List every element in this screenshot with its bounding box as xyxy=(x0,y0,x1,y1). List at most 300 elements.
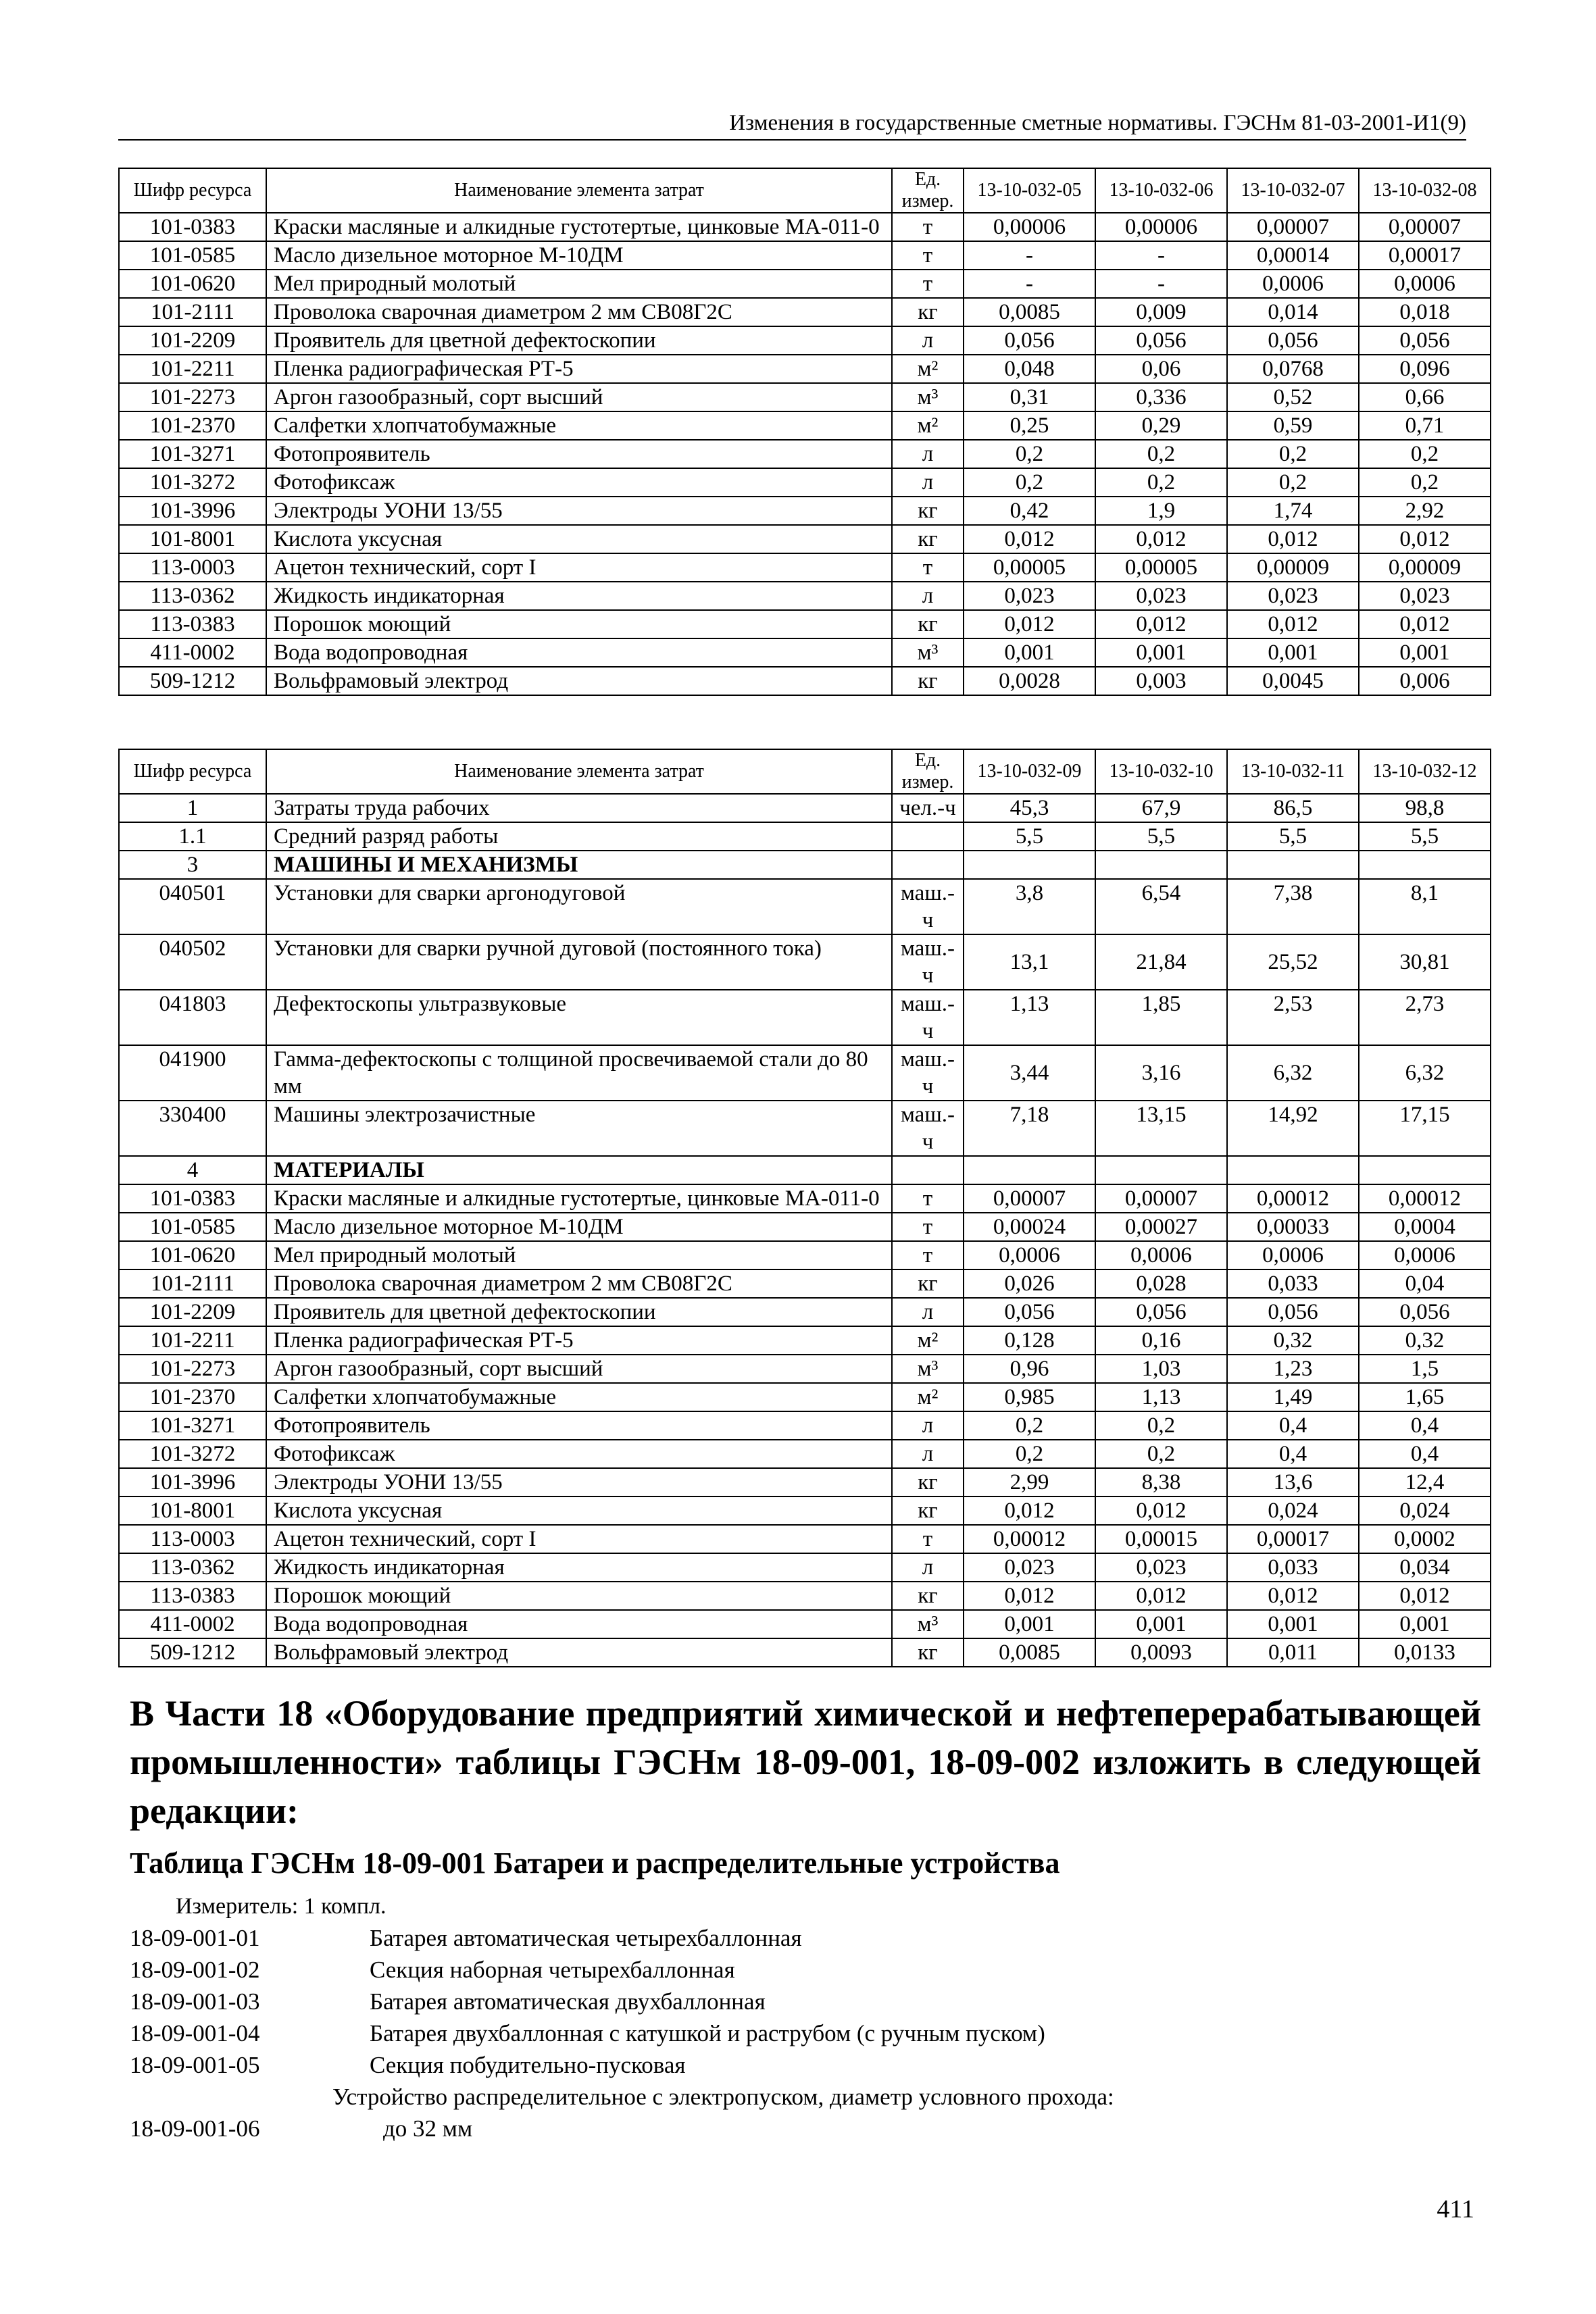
table-cell: кг xyxy=(892,525,964,553)
table-cell: 0,024 xyxy=(1227,1496,1359,1525)
table-cell: 0,2 xyxy=(1095,468,1227,497)
table-row xyxy=(119,411,1491,440)
spec-list-item xyxy=(130,1986,1481,2017)
table-cell: МАТЕРИАЛЫ xyxy=(266,1156,892,1184)
table-cell: 0,2 xyxy=(964,1440,1095,1468)
table-cell: 0,0006 xyxy=(1359,270,1491,298)
table-cell: Масло дизельное моторное М-10ДМ xyxy=(266,241,892,270)
table-cell: 98,8 xyxy=(1359,794,1491,822)
table-cell: т xyxy=(892,1241,964,1269)
table-row xyxy=(119,1184,1491,1213)
table-cell: 0,2 xyxy=(1227,468,1359,497)
table-cell: 0,056 xyxy=(1359,1298,1491,1326)
table-cell: Затраты труда рабочих xyxy=(266,794,892,822)
table-cell: 101-0383 xyxy=(119,1184,266,1213)
table-cell: 1,49 xyxy=(1227,1383,1359,1411)
table-cell: - xyxy=(964,270,1095,298)
spec-subheading: Устройство распределительное с электропуском, диаметр условного прохода: xyxy=(332,2084,1114,2110)
table-cell: 0,2 xyxy=(1227,440,1359,468)
table-cell: Фотопроявитель xyxy=(266,440,892,468)
spec-list-item xyxy=(130,1954,1481,1986)
table-cell: 0,2 xyxy=(1359,468,1491,497)
table-cell: 0,012 xyxy=(1359,610,1491,638)
table-cell: 0,00007 xyxy=(1227,213,1359,241)
table-cell: 0,0093 xyxy=(1095,1638,1227,1667)
table-cell: 0,71 xyxy=(1359,411,1491,440)
table-cell: 041803 xyxy=(119,990,266,1045)
table-cell: 0,52 xyxy=(1227,383,1359,411)
table-cell: Машины электрозачистные xyxy=(266,1101,892,1156)
table-cell: 101-2111 xyxy=(119,298,266,326)
table-cell: т xyxy=(892,270,964,298)
table-cell: 0,012 xyxy=(1095,525,1227,553)
table-cell: 3,8 xyxy=(964,879,1095,934)
column-header: Наименование элемента затрат xyxy=(266,749,892,794)
table-cell: 1,5 xyxy=(1359,1355,1491,1383)
table-cell: т xyxy=(892,553,964,582)
table-cell: 0,028 xyxy=(1095,1269,1227,1298)
table-cell: Установки для сварки аргонодуговой xyxy=(266,879,892,934)
table-cell: Аргон газообразный, сорт высший xyxy=(266,383,892,411)
table-cell: 13,1 xyxy=(964,934,1095,990)
table-cell: Кислота уксусная xyxy=(266,525,892,553)
table-cell: 0,00007 xyxy=(1095,1184,1227,1213)
table-cell: м² xyxy=(892,355,964,383)
spec-list xyxy=(130,1922,1481,2144)
table-cell: 6,32 xyxy=(1227,1045,1359,1101)
table-cell: Вода водопроводная xyxy=(266,638,892,667)
table-cell: 101-3271 xyxy=(119,440,266,468)
table-cell: 0,001 xyxy=(1227,1610,1359,1638)
table-cell: Установки для сварки ручной дуговой (постоянного тока) xyxy=(266,934,892,990)
table-cell: 30,81 xyxy=(1359,934,1491,990)
table-cell: 0,2 xyxy=(964,440,1095,468)
table-cell: 0,0006 xyxy=(1227,270,1359,298)
table-cell: т xyxy=(892,1525,964,1553)
table-row xyxy=(119,934,1491,990)
table-cell: 17,15 xyxy=(1359,1101,1491,1156)
table-cell: маш.-ч xyxy=(892,879,964,934)
table-cell: 0,0045 xyxy=(1227,667,1359,695)
table-row xyxy=(119,1553,1491,1582)
table-title: Таблица ГЭСНм 18-09-001 Батареи и распределительные устройства xyxy=(130,1846,1060,1880)
table-cell: 14,92 xyxy=(1227,1101,1359,1156)
table-cell: Пленка радиографическая РТ-5 xyxy=(266,355,892,383)
table-cell: Краски масляные и алкидные густотертые, цинковые МА-011-0 xyxy=(266,1184,892,1213)
table-cell: 6,54 xyxy=(1095,879,1227,934)
table-row xyxy=(119,1496,1491,1525)
table-cell: кг xyxy=(892,497,964,525)
table-row xyxy=(119,553,1491,582)
table-row xyxy=(119,990,1491,1045)
table-cell: 113-0003 xyxy=(119,1525,266,1553)
table-cell: 101-3996 xyxy=(119,1468,266,1496)
table-cell: 0,048 xyxy=(964,355,1095,383)
table-cell: 1,85 xyxy=(1095,990,1227,1045)
table-cell: 041900 xyxy=(119,1045,266,1101)
table-cell: Масло дизельное моторное М-10ДМ xyxy=(266,1213,892,1241)
table-cell: 0,2 xyxy=(1359,440,1491,468)
column-header: 13-10-032-12 xyxy=(1359,749,1491,794)
table-row xyxy=(119,851,1491,879)
table-cell: 0,16 xyxy=(1095,1326,1227,1355)
table-cell: 101-2209 xyxy=(119,1298,266,1326)
table-cell: л xyxy=(892,468,964,497)
table-row xyxy=(119,1298,1491,1326)
table-cell: 101-2211 xyxy=(119,1326,266,1355)
table-cell: м² xyxy=(892,1326,964,1355)
table-cell: 8,38 xyxy=(1095,1468,1227,1496)
table-cell: м³ xyxy=(892,1610,964,1638)
table-cell: 0,001 xyxy=(1359,638,1491,667)
table-cell: Электроды УОНИ 13/55 xyxy=(266,1468,892,1496)
table-cell: л xyxy=(892,1440,964,1468)
table-cell: 0,00009 xyxy=(1359,553,1491,582)
table-cell: 0,00007 xyxy=(964,1184,1095,1213)
table-cell: чел.-ч xyxy=(892,794,964,822)
table-row xyxy=(119,1440,1491,1468)
table-cell: Средний разряд работы xyxy=(266,822,892,851)
table-cell: Фотопроявитель xyxy=(266,1411,892,1440)
table-cell: 0,00033 xyxy=(1227,1213,1359,1241)
meter-unit: Измеритель: 1 компл. xyxy=(176,1894,386,1919)
table-cell: 0,012 xyxy=(1095,1496,1227,1525)
table-cell: 0,42 xyxy=(964,497,1095,525)
amendment-paragraph: В Части 18 «Оборудование предприятий химической и нефтеперерабатывающей промышленности» таблицы ГЭСНм 18-09-001, 18-09-002 изложить в следующей редакции: xyxy=(130,1693,1481,1831)
table-cell: 8,1 xyxy=(1359,879,1491,934)
table-row xyxy=(119,1326,1491,1355)
table-cell: Вода водопроводная xyxy=(266,1610,892,1638)
page-header: Изменения в государственные сметные нормативы. ГЭСНм 81-03-2001-И1(9) xyxy=(118,108,1466,141)
table-cell: кг xyxy=(892,1269,964,1298)
table-cell xyxy=(1227,1156,1359,1184)
table-cell: 0,29 xyxy=(1095,411,1227,440)
table-cell: 0,001 xyxy=(964,1610,1095,1638)
table-cell: 0,001 xyxy=(1359,1610,1491,1638)
table-row xyxy=(119,794,1491,822)
table-row xyxy=(119,298,1491,326)
table-body xyxy=(119,794,1491,1667)
table-cell: 0,003 xyxy=(1095,667,1227,695)
table-cell: 4 xyxy=(119,1156,266,1184)
table-cell: м³ xyxy=(892,383,964,411)
table-cell: кг xyxy=(892,1638,964,1667)
table-cell: 86,5 xyxy=(1227,794,1359,822)
table-cell: Ацетон технический, сорт I xyxy=(266,1525,892,1553)
table-cell: 13,6 xyxy=(1227,1468,1359,1496)
table-cell: 113-0362 xyxy=(119,582,266,610)
table-cell: 12,4 xyxy=(1359,1468,1491,1496)
table-cell: 0,096 xyxy=(1359,355,1491,383)
table-cell: 0,0133 xyxy=(1359,1638,1491,1667)
table-cell: 101-3272 xyxy=(119,1440,266,1468)
table-row xyxy=(119,1525,1491,1553)
table-cell xyxy=(1359,1156,1491,1184)
table-cell: Проявитель для цветной дефектоскопии xyxy=(266,1298,892,1326)
table-cell: 0,012 xyxy=(1227,525,1359,553)
table-row xyxy=(119,1582,1491,1610)
table-cell: 0,033 xyxy=(1227,1269,1359,1298)
table-cell: 3,44 xyxy=(964,1045,1095,1101)
table-cell: 0,00012 xyxy=(964,1525,1095,1553)
table-cell: 113-0362 xyxy=(119,1553,266,1582)
table-cell: 5,5 xyxy=(1227,822,1359,851)
table-row xyxy=(119,667,1491,695)
table-cell: 0,012 xyxy=(1095,610,1227,638)
table-cell: 0,00012 xyxy=(1359,1184,1491,1213)
table-row xyxy=(119,241,1491,270)
table-cell: м³ xyxy=(892,638,964,667)
table-cell: 0,4 xyxy=(1359,1440,1491,1468)
table-cell: 101-2111 xyxy=(119,1269,266,1298)
table-cell: 0,0006 xyxy=(1359,1241,1491,1269)
table-cell: 0,31 xyxy=(964,383,1095,411)
table-cell: 0,012 xyxy=(1359,1582,1491,1610)
table-cell: 0,00017 xyxy=(1227,1525,1359,1553)
table-row xyxy=(119,610,1491,638)
table-cell: 0,001 xyxy=(1095,1610,1227,1638)
table-cell: кг xyxy=(892,610,964,638)
table-cell: 0,00007 xyxy=(1359,213,1491,241)
table-cell: 0,2 xyxy=(1095,1411,1227,1440)
table-cell: 0,023 xyxy=(1359,582,1491,610)
table-cell xyxy=(964,851,1095,879)
table-cell: 0,056 xyxy=(964,1298,1095,1326)
table-cell: Салфетки хлопчатобумажные xyxy=(266,411,892,440)
spec-code: 18-09-001-01 xyxy=(130,1925,260,1951)
table-cell: т xyxy=(892,213,964,241)
table-cell: 101-2211 xyxy=(119,355,266,383)
table-row xyxy=(119,1383,1491,1411)
table-cell: Ацетон технический, сорт I xyxy=(266,553,892,582)
spec-code: 18-09-001-06 xyxy=(130,2115,260,2142)
table-cell: 1.1 xyxy=(119,822,266,851)
table-cell: 67,9 xyxy=(1095,794,1227,822)
table-cell: маш.-ч xyxy=(892,1101,964,1156)
table-row xyxy=(119,582,1491,610)
table-cell: 0,00005 xyxy=(1095,553,1227,582)
table-cell: Мел природный молотый xyxy=(266,270,892,298)
table-cell: 5,5 xyxy=(1095,822,1227,851)
table-cell: 0,0768 xyxy=(1227,355,1359,383)
table-cell: Проволока сварочная диаметром 2 мм СВ08Г2С xyxy=(266,298,892,326)
table-cell: 1,74 xyxy=(1227,497,1359,525)
table-cell: 0,0006 xyxy=(1227,1241,1359,1269)
table-cell: 0,4 xyxy=(1227,1411,1359,1440)
table-row xyxy=(119,1355,1491,1383)
spec-description: Батарея автоматическая четырехбаллонная xyxy=(370,1925,802,1951)
table-row xyxy=(119,440,1491,468)
table-cell: т xyxy=(892,1213,964,1241)
table-cell: Проволока сварочная диаметром 2 мм СВ08Г2С xyxy=(266,1269,892,1298)
table-cell: 7,38 xyxy=(1227,879,1359,934)
table-cell: 2,73 xyxy=(1359,990,1491,1045)
table-cell: кг xyxy=(892,1496,964,1525)
table-cell: 0,00015 xyxy=(1095,1525,1227,1553)
column-header: 13-10-032-09 xyxy=(964,749,1095,794)
table-row xyxy=(119,525,1491,553)
table-cell: 7,18 xyxy=(964,1101,1095,1156)
table-cell: 25,52 xyxy=(1227,934,1359,990)
column-header: Наименование элемента затрат xyxy=(266,168,892,213)
spec-description: Батарея двухбаллонная с катушкой и раструбом (с ручным пуском) xyxy=(370,2020,1045,2046)
table-cell: 0,023 xyxy=(964,1553,1095,1582)
table-cell: 0,011 xyxy=(1227,1638,1359,1667)
table-cell: кг xyxy=(892,298,964,326)
table-cell: 1 xyxy=(119,794,266,822)
table-cell: 0,001 xyxy=(964,638,1095,667)
table-cell: Мел природный молотый xyxy=(266,1241,892,1269)
table-cell xyxy=(1359,851,1491,879)
table-row xyxy=(119,270,1491,298)
table-row xyxy=(119,1241,1491,1269)
table-cell: 113-0003 xyxy=(119,553,266,582)
table-cell: 0,04 xyxy=(1359,1269,1491,1298)
table-cell: Краски масляные и алкидные густотертые, цинковые МА-011-0 xyxy=(266,213,892,241)
table-cell: 0,4 xyxy=(1227,1440,1359,1468)
table-cell: 0,00012 xyxy=(1227,1184,1359,1213)
table-cell: 1,9 xyxy=(1095,497,1227,525)
column-header: 13-10-032-11 xyxy=(1227,749,1359,794)
table-cell: 45,3 xyxy=(964,794,1095,822)
table-cell: 411-0002 xyxy=(119,638,266,667)
table-row xyxy=(119,326,1491,355)
table-cell: маш.-ч xyxy=(892,990,964,1045)
table-cell: 0,00006 xyxy=(964,213,1095,241)
table-cell: 101-2370 xyxy=(119,1383,266,1411)
table-cell: т xyxy=(892,1184,964,1213)
table-cell: 0,00006 xyxy=(1095,213,1227,241)
table-cell xyxy=(1095,851,1227,879)
table-cell: 0,023 xyxy=(964,582,1095,610)
table-cell: 0,4 xyxy=(1359,1411,1491,1440)
spec-list-item xyxy=(130,2049,1481,2081)
table-cell: 101-2209 xyxy=(119,326,266,355)
table-cell: 509-1212 xyxy=(119,1638,266,1667)
column-header: 13-10-032-08 xyxy=(1359,168,1491,213)
column-header: 13-10-032-05 xyxy=(964,168,1095,213)
table-cell: Салфетки хлопчатобумажные xyxy=(266,1383,892,1411)
table-cell: 040502 xyxy=(119,934,266,990)
table-cell: 101-0620 xyxy=(119,1241,266,1269)
table-row xyxy=(119,879,1491,934)
table-cell xyxy=(1227,851,1359,879)
table-cell: 101-2273 xyxy=(119,383,266,411)
table-cell: кг xyxy=(892,1582,964,1610)
table-cell: 0,023 xyxy=(1095,1553,1227,1582)
table-cell: Жидкость индикаторная xyxy=(266,582,892,610)
spec-list-item xyxy=(130,2081,1481,2113)
table-header-row xyxy=(119,168,1491,213)
table-cell: 0,0028 xyxy=(964,667,1095,695)
table-cell: 101-3996 xyxy=(119,497,266,525)
table-cell: 0,66 xyxy=(1359,383,1491,411)
table-cell: 0,0085 xyxy=(964,298,1095,326)
table-cell: 101-3272 xyxy=(119,468,266,497)
table-cell xyxy=(964,1156,1095,1184)
table-cell: Проявитель для цветной дефектоскопии xyxy=(266,326,892,355)
table-cell xyxy=(892,1156,964,1184)
table-cell: Пленка радиографическая РТ-5 xyxy=(266,1326,892,1355)
table-cell: 101-0620 xyxy=(119,270,266,298)
spec-list-item xyxy=(130,2017,1481,2049)
table-cell: 0,056 xyxy=(1227,326,1359,355)
table-cell: Вольфрамовый электрод xyxy=(266,1638,892,1667)
column-header: Шифр ресурса xyxy=(119,168,266,213)
spec-description: Батарея автоматическая двухбаллонная xyxy=(370,1988,766,2015)
table-cell: 101-3271 xyxy=(119,1411,266,1440)
table-cell: л xyxy=(892,440,964,468)
table-cell: Порошок моющий xyxy=(266,610,892,638)
table-cell: - xyxy=(964,241,1095,270)
table-cell: 113-0383 xyxy=(119,1582,266,1610)
table-cell: 0,2 xyxy=(1095,440,1227,468)
table-cell: 509-1212 xyxy=(119,667,266,695)
table-cell: 330400 xyxy=(119,1101,266,1156)
table-cell: 0,012 xyxy=(1227,610,1359,638)
table-cell: 0,128 xyxy=(964,1326,1095,1355)
table-cell: 0,32 xyxy=(1227,1326,1359,1355)
table-cell: 3,16 xyxy=(1095,1045,1227,1101)
table-cell: 1,13 xyxy=(1095,1383,1227,1411)
table-cell: 2,53 xyxy=(1227,990,1359,1045)
table-cell: 0,0006 xyxy=(1095,1241,1227,1269)
table-cell: 2,99 xyxy=(964,1468,1095,1496)
table-cell: кг xyxy=(892,1468,964,1496)
table-cell: л xyxy=(892,1411,964,1440)
table-cell: 0,056 xyxy=(1095,1298,1227,1326)
spec-description: Секция наборная четырехбаллонная xyxy=(370,1957,735,1983)
table-cell: 0,018 xyxy=(1359,298,1491,326)
table-cell: 0,59 xyxy=(1227,411,1359,440)
table-cell: Вольфрамовый электрод xyxy=(266,667,892,695)
table-cell: 0,2 xyxy=(964,1411,1095,1440)
table-cell xyxy=(892,822,964,851)
table-cell xyxy=(892,851,964,879)
table-cell: 0,001 xyxy=(1227,638,1359,667)
table-cell: 0,009 xyxy=(1095,298,1227,326)
table-row xyxy=(119,1610,1491,1638)
table-cell: 0,2 xyxy=(1095,1440,1227,1468)
table-row xyxy=(119,1411,1491,1440)
table-row xyxy=(119,1638,1491,1667)
table-cell: 6,32 xyxy=(1359,1045,1491,1101)
table-cell: л xyxy=(892,1298,964,1326)
table-cell: 0,006 xyxy=(1359,667,1491,695)
table-cell: 3 xyxy=(119,851,266,879)
table-row xyxy=(119,638,1491,667)
table-cell: 411-0002 xyxy=(119,1610,266,1638)
spec-code: 18-09-001-02 xyxy=(130,1957,260,1983)
table-cell: 101-2273 xyxy=(119,1355,266,1383)
table-cell: 5,5 xyxy=(964,822,1095,851)
table-cell: 101-0585 xyxy=(119,1213,266,1241)
column-header: 13-10-032-06 xyxy=(1095,168,1227,213)
table-row xyxy=(119,1101,1491,1156)
table-cell: 1,23 xyxy=(1227,1355,1359,1383)
table-cell: 5,5 xyxy=(1359,822,1491,851)
table-cell: кг xyxy=(892,667,964,695)
table-row xyxy=(119,1213,1491,1241)
page-number: 411 xyxy=(1437,2195,1474,2223)
table-cell: Порошок моющий xyxy=(266,1582,892,1610)
table-cell: Дефектоскопы ультразвуковые xyxy=(266,990,892,1045)
table-cell: 0,00024 xyxy=(964,1213,1095,1241)
spec-list-item xyxy=(130,1922,1481,1954)
table-row xyxy=(119,383,1491,411)
table-cell: 0,00017 xyxy=(1359,241,1491,270)
column-header: Ед. измер. xyxy=(892,749,964,794)
